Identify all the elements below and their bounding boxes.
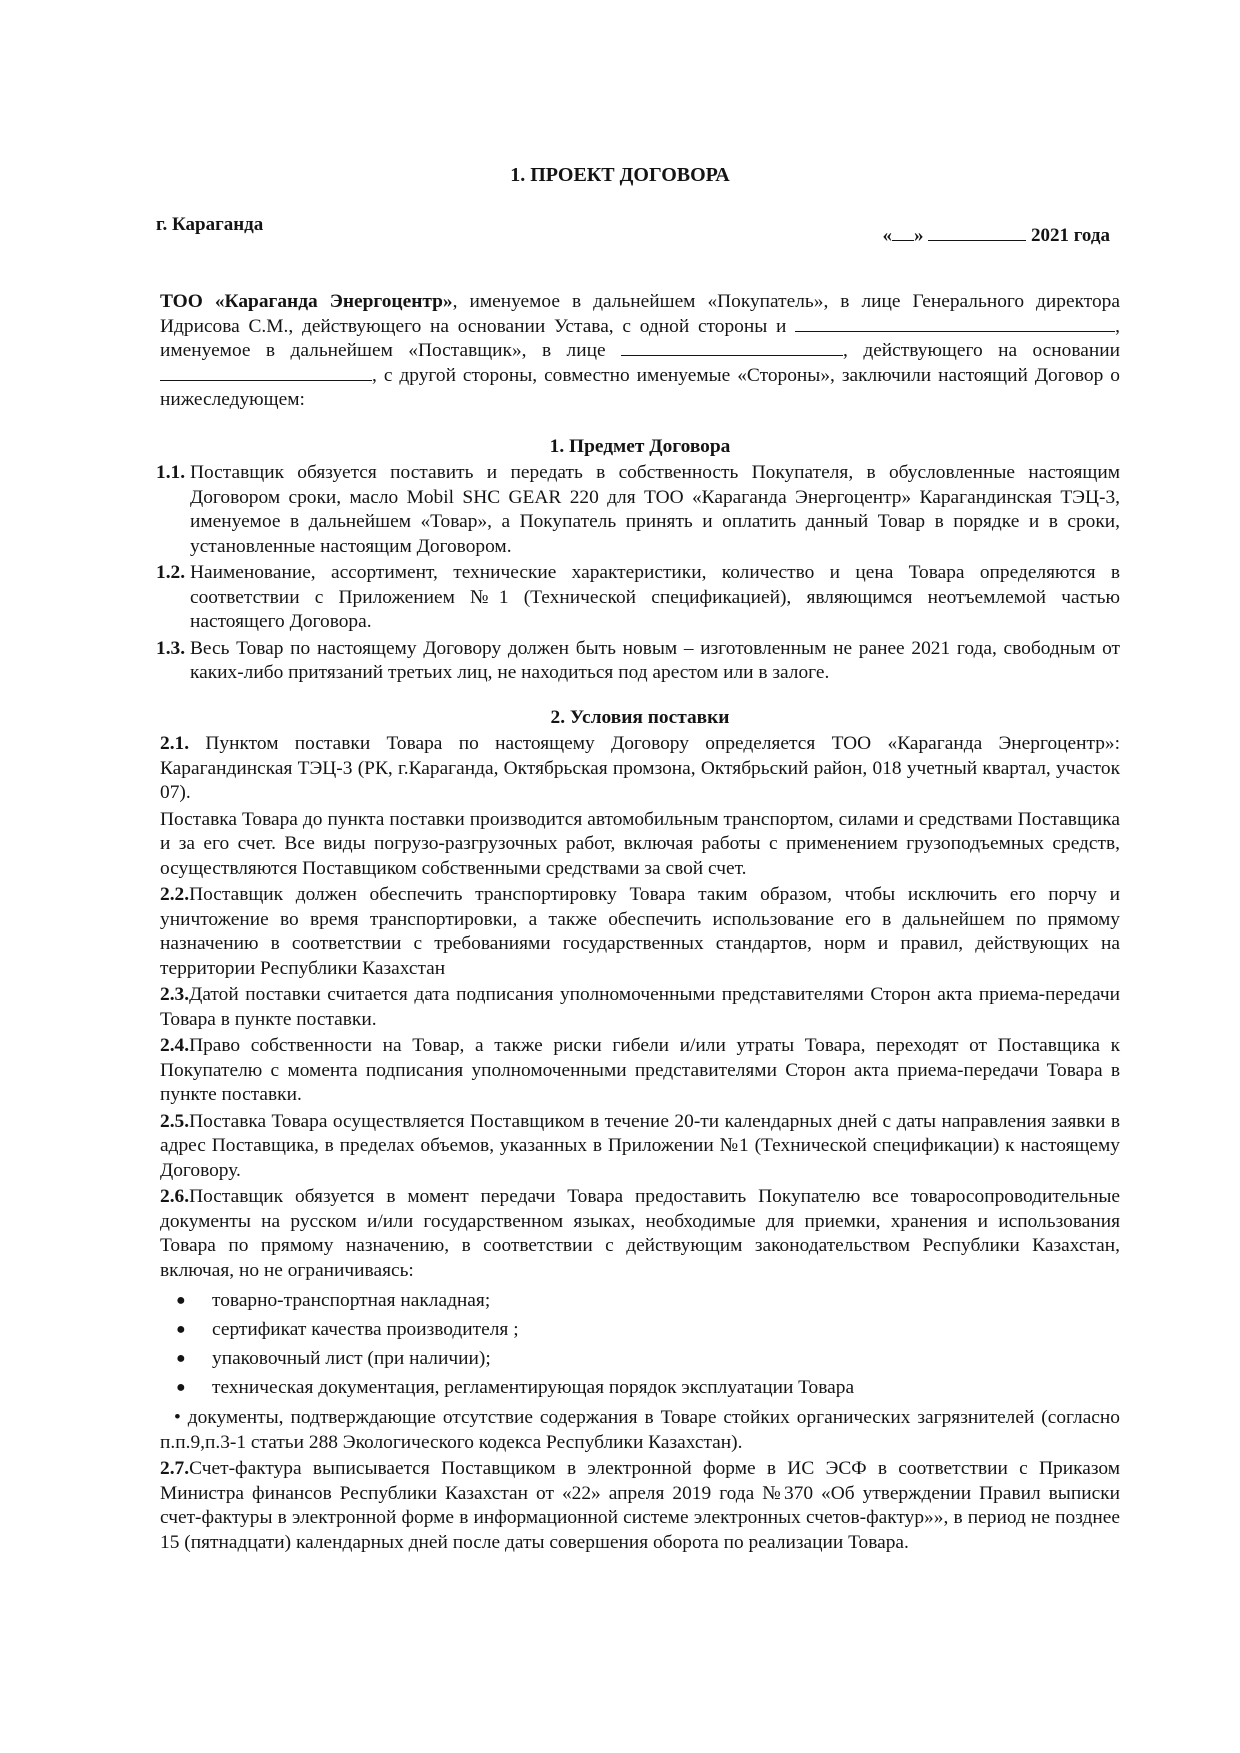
clause-text: Наименование, ассортимент, технические характеристики, количество и цена Товара определяются в соответствии с Приложением №1 (Технической спецификацией), являющимся неотъемлемой частью настоящего Договора. bbox=[190, 562, 1120, 632]
list-item bbox=[160, 1377, 1120, 1399]
document-title: 1. ПРОЕКТ ДОГОВОРА bbox=[510, 164, 730, 186]
preamble-text-4: , с другой стороны, совместно именуемые «Стороны», заключили настоящий Договор о нижеследующем: bbox=[160, 364, 1120, 410]
date-day-blank bbox=[892, 224, 914, 241]
clause-text: Поставщик обязуется поставить и передать в собственность Покупателя, в обусловленные настоящим Договором сроки, масло Mobil SHC GEAR 220 для ТОО «Караганда Энергоцентр» Карагандинская ТЭЦ-3, именуемое в дальнейшем «Товар», а Покупатель принять и оплатить данный Товар в порядке и в сроки, установленные настоящим Договором. bbox=[190, 462, 1120, 557]
buyer-name: ТОО «Караганда Энергоцентр» bbox=[160, 291, 453, 312]
clause-2-4 bbox=[160, 1034, 1120, 1108]
clause-2-5 bbox=[160, 1110, 1120, 1184]
list-item-text: упаковочный лист (при наличии); bbox=[212, 1348, 491, 1369]
contract-city: г. Караганда bbox=[156, 214, 264, 235]
clause-2-1-delivery: Поставка Товара до пункта поставки производится автомобильным транспортом, силами и средствами Поставщика и за его счет. Все виды погрузо-разгрузочных работ, включая работы с применением грузоподъемных средств, осуществляются Поставщиком собственными средствами за свой счет. bbox=[160, 808, 1120, 879]
clause-text: Поставщик обязуется в момент передачи Товара предоставить Покупателю все товаросопроводительные документы на русском и/или государственном языках, необходимые для приемки, хранения и использования Товара по прямому назначению, в соответствии с действующим законодательством Республики Казахстан, включая, но не ограничиваясь: bbox=[160, 1186, 1120, 1281]
clause-text: Поставщик должен обеспечить транспортировку Товара таким образом, чтобы исключить его порчу и уничтожение во время транспортировки, а также обеспечить использование его в дальнейшем по прямому назначению в соответствии с требованиями государственных стандартов, норм и правил, действующих на территории Республики Казахстан bbox=[160, 884, 1120, 979]
clause-text: Счет-фактура выписывается Поставщиком в электронной форме в ИС ЭСФ в соответствии с Приказом Министра финансов Республики Казахстан от «22» апреля 2019 года №370 «Об утверждении Правил выписки счет-фактуры в электронной форме в информационной системе электронных счетов-фактур»», в период не позднее 15 (пятнадцати) календарных дней после даты совершения оборота по реализации Товара. bbox=[160, 1458, 1120, 1553]
list-item-text: сертификат качества производителя ; bbox=[212, 1319, 519, 1340]
date-month-blank bbox=[928, 224, 1026, 241]
date-year: 2021 года bbox=[1031, 225, 1110, 246]
basis-blank bbox=[160, 364, 372, 381]
clause-text: Пунктом поставки Товара по настоящему Договору определяется ТОО «Караганда Энергоцентр»: Карагандинская ТЭЦ-3 (РК, г.Караганда, Октябрьская промзона, Октябрьский район, 018 учетный квартал, участок 07). bbox=[160, 733, 1120, 803]
document-list bbox=[160, 1290, 1120, 1399]
clause-2-1 bbox=[160, 732, 1120, 806]
bullet-icon: ● bbox=[176, 1379, 186, 1396]
clause-number: 2.1. bbox=[160, 733, 190, 754]
clause-number: 1.3. bbox=[156, 637, 186, 659]
clause-number: 2.7. bbox=[160, 1458, 190, 1479]
list-item-pop-documents: • документы, подтверждающие отсутствие содержания в Товаре стойких органических загрязнителей (согласно п.п.9,п.3-1 статьи 288 Экологического кодекса Республики Казахстан). bbox=[160, 1407, 1120, 1453]
preamble-text-1: , именуемое в дальнейшем «Покупатель», в лице Генерального директора Идрисова С.М., действующего на основании Устава, с одной стороны и bbox=[160, 291, 1120, 337]
clause-1-2 bbox=[156, 561, 1120, 635]
clause-2-2 bbox=[160, 883, 1120, 981]
clause-number: 1.2. bbox=[156, 562, 186, 583]
representative-blank bbox=[621, 339, 843, 356]
list-item-text: техническая документация, регламентирующая порядок эксплуатации Товара bbox=[212, 1377, 855, 1398]
clause-number: 2.5. bbox=[160, 1110, 190, 1132]
clause-1-1 bbox=[156, 461, 1120, 559]
clause-number: 2.4. bbox=[160, 1035, 190, 1056]
preamble-text-2: , именуемое в дальнейшем «Поставщик», в лице bbox=[160, 315, 1120, 361]
clause-number: 2.2. bbox=[160, 884, 190, 905]
list-item bbox=[160, 1319, 1120, 1341]
section-2-heading: 2. Условия поставки bbox=[550, 706, 730, 728]
clause-text: Датой поставки считается дата подписания уполномоченными представителями Сторон акта приема-передачи Товара в пункте поставки. bbox=[160, 984, 1120, 1030]
preamble-text-3: , действующего на основании bbox=[843, 340, 1120, 361]
clause-number: 2.6. bbox=[160, 1186, 190, 1207]
list-item-text: товарно-транспортная накладная; bbox=[212, 1290, 491, 1311]
date-quote-open: « bbox=[882, 225, 893, 246]
clause-2-6 bbox=[160, 1185, 1120, 1283]
clause-number: 1.1. bbox=[156, 462, 186, 483]
supplier-name-blank bbox=[795, 315, 1115, 332]
list-item bbox=[160, 1348, 1120, 1370]
clause-text: Право собственности на Товар, а также риски гибели и/или утраты Товара, переходят от Поставщика к Покупателю с момента подписания уполномоченными представителями Сторон акта приема-передачи Товара в пункте поставки. bbox=[160, 1035, 1120, 1105]
clause-text: Весь Товар по настоящему Договору должен быть новым – изготовленным не ранее 2021 года, свободным от каких-либо притязаний третьих лиц, не находиться под арестом или в залоге. bbox=[190, 637, 1120, 683]
clause-2-7 bbox=[160, 1457, 1120, 1555]
bullet-icon: ● bbox=[176, 1292, 186, 1309]
date-quote-close: » bbox=[914, 225, 924, 246]
document-body bbox=[156, 290, 1120, 1557]
list-item bbox=[160, 1290, 1120, 1312]
clause-1-3 bbox=[156, 637, 1120, 686]
bullet-icon: ● bbox=[176, 1321, 186, 1338]
preamble bbox=[160, 290, 1120, 413]
contract-date bbox=[883, 224, 1110, 247]
clause-2-3 bbox=[160, 983, 1120, 1032]
bullet-icon: ● bbox=[176, 1350, 186, 1367]
clause-number: 2.3. bbox=[160, 984, 190, 1005]
clause-text: Поставка Товара осуществляется Поставщиком в течение 20-ти календарных дней с даты направления заявки в адрес Поставщика, в пределах объемов, указанных в Приложении №1 (Технической спецификации) к настоящему Договору. bbox=[160, 1110, 1120, 1181]
section-1-heading: 1. Предмет Договора bbox=[549, 435, 731, 457]
